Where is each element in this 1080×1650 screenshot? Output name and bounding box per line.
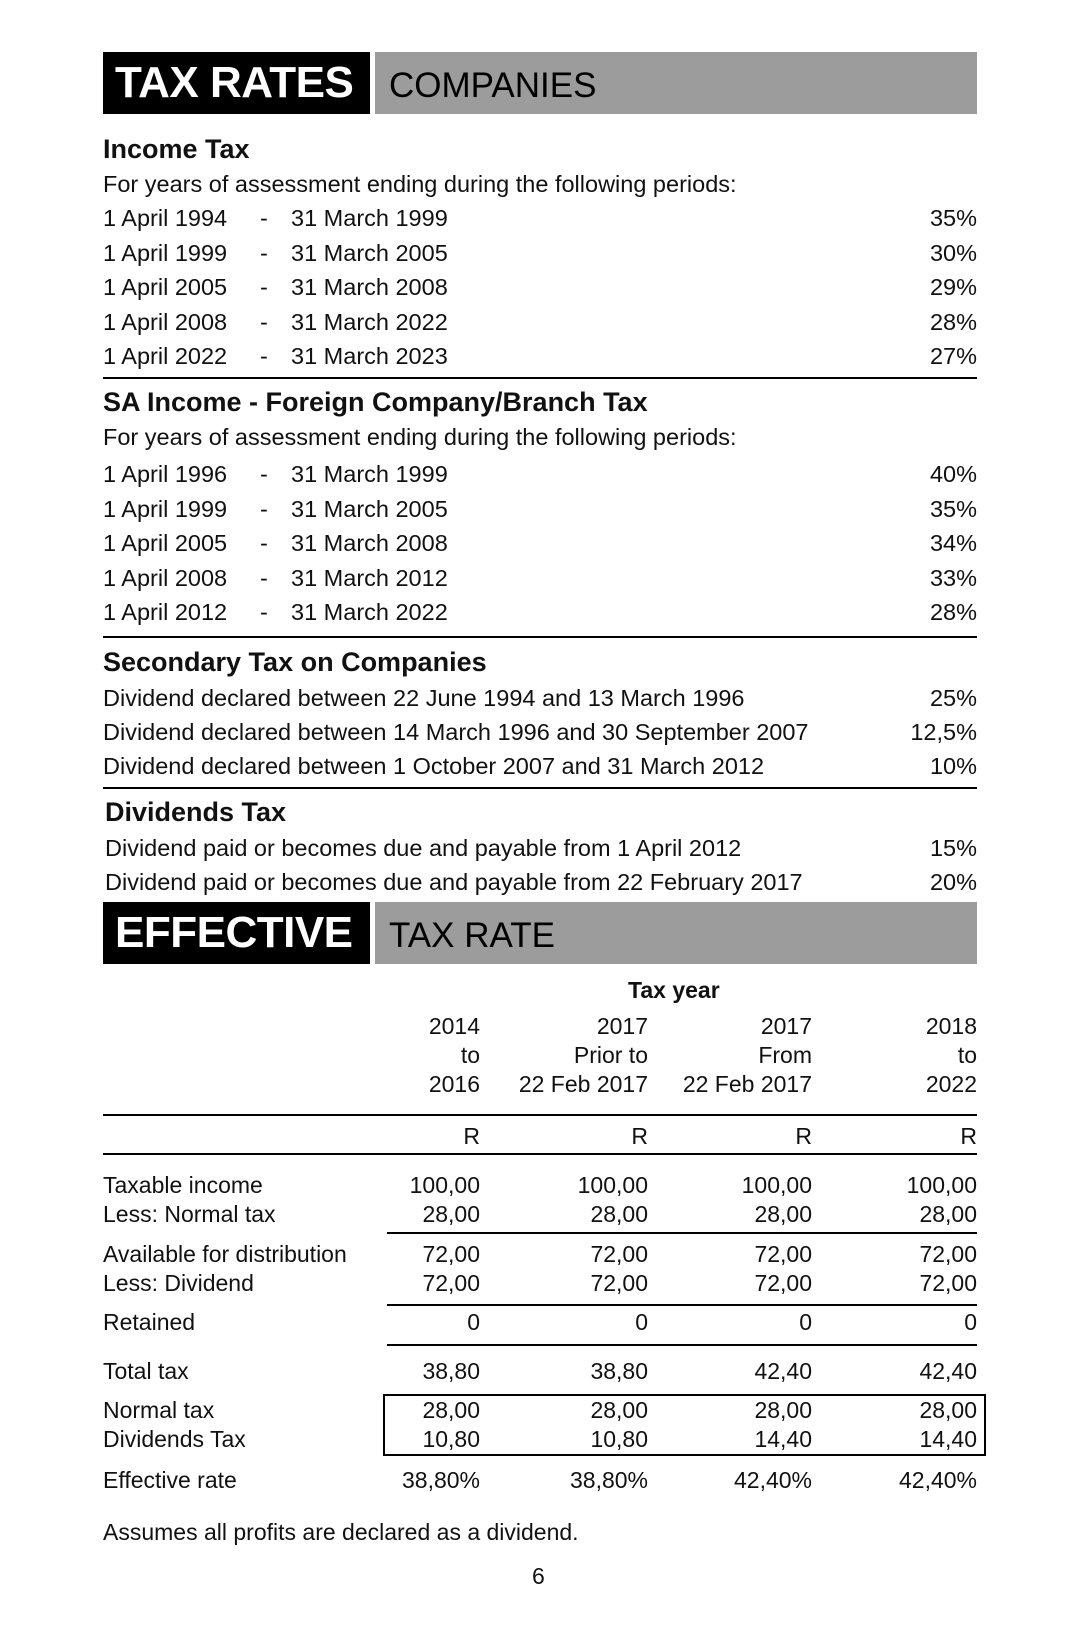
period-from: 1 April 2005: [103, 530, 228, 556]
period-separator: -: [260, 564, 268, 591]
rate-description: Dividend paid or becomes due and payable from 1 April 2012: [105, 835, 742, 861]
row-label: Total tax: [103, 1358, 189, 1384]
table-cell: 28,00: [919, 1397, 977, 1423]
period-from: 1 April 2008: [103, 564, 228, 591]
table-cell: 38,80%: [401, 1467, 480, 1493]
period-from: 1 April 1996: [103, 461, 228, 487]
table-cell: 42,40: [754, 1358, 812, 1384]
currency-label: R: [631, 1123, 648, 1149]
table-cell: 72,00: [422, 1241, 480, 1267]
table-cell: 72,00: [422, 1270, 480, 1296]
stc-heading: Secondary Tax on Companies: [103, 647, 487, 677]
column-header: 22 Feb 2017: [682, 1071, 812, 1097]
table-cell: 0: [799, 1309, 812, 1335]
period-from: 1 April 2005: [103, 274, 228, 300]
period-separator: -: [260, 461, 268, 487]
table-cell: 42,40%: [733, 1467, 812, 1493]
period-to: 31 March 2022: [291, 308, 448, 335]
table-rule: [387, 1344, 977, 1346]
tax-breakdown-box: [383, 1394, 986, 1456]
period-separator: -: [260, 239, 268, 266]
table-cell: 72,00: [919, 1241, 977, 1267]
row-label: Effective rate: [103, 1467, 237, 1493]
table-cell: 38,80: [590, 1358, 648, 1384]
period-to: 31 March 2005: [291, 239, 448, 266]
tax-rate-value: 25%: [929, 685, 977, 711]
table-rule: [387, 1232, 977, 1234]
table-cell: 72,00: [919, 1270, 977, 1296]
currency-label: R: [463, 1123, 480, 1149]
column-header: 22 Feb 2017: [518, 1071, 648, 1097]
table-cell: 100,00: [577, 1172, 648, 1198]
income-tax-heading: Income Tax: [103, 134, 250, 164]
table-cell: 42,40%: [898, 1467, 977, 1493]
table-cell: 28,00: [422, 1201, 480, 1227]
period-separator: -: [260, 343, 268, 369]
foreign-tax-subtitle: For years of assessment ending during the following periods:: [103, 424, 737, 450]
effective-tax-banner: [103, 902, 977, 964]
tax-rate-value: 33%: [929, 564, 977, 591]
column-header: 2018: [925, 1013, 977, 1039]
period-to: 31 March 2022: [291, 599, 448, 625]
banner-grey-title: TAX RATE: [375, 902, 977, 964]
tax-rate-value: 28%: [929, 308, 977, 335]
table-cell: 28,00: [754, 1201, 812, 1227]
dividends-tax-heading: Dividends Tax: [105, 797, 287, 827]
tax-rate-value: 27%: [929, 343, 977, 369]
row-label: Available for distribution: [103, 1241, 347, 1267]
table-cell: 72,00: [590, 1241, 648, 1267]
tax-rate-value: 20%: [929, 869, 977, 895]
row-label: Dividends Tax: [103, 1426, 246, 1452]
table-cell: 0: [467, 1309, 480, 1335]
row-label: Less: Dividend: [103, 1270, 254, 1296]
period-separator: -: [260, 530, 268, 556]
column-header: 2022: [925, 1071, 977, 1097]
table-cell: 38,80%: [569, 1467, 648, 1493]
table-cell: 72,00: [754, 1270, 812, 1296]
table-cell: 100,00: [409, 1172, 480, 1198]
period-separator: -: [260, 495, 268, 522]
period-to: 31 March 1999: [291, 461, 448, 487]
banner-black-title: TAX RATES: [103, 52, 370, 114]
section-divider: [103, 377, 977, 379]
tax-rate-value: 35%: [929, 495, 977, 522]
column-header: 2014: [428, 1013, 480, 1039]
rate-description: Dividend paid or becomes due and payable from 22 February 2017: [105, 869, 803, 895]
period-to: 31 March 2005: [291, 495, 448, 522]
column-header: 2017: [760, 1013, 812, 1039]
period-to: 31 March 2012: [291, 564, 448, 591]
page-number: 6: [532, 1563, 545, 1589]
section-divider: [103, 636, 977, 638]
tax-rates-banner: [103, 52, 977, 114]
currency-label: R: [795, 1123, 812, 1149]
tax-rate-value: 12,5%: [910, 719, 977, 745]
table-cell: 38,80: [422, 1358, 480, 1384]
period-separator: -: [260, 274, 268, 300]
table-cell: 72,00: [754, 1241, 812, 1267]
tax-rate-value: 28%: [929, 599, 977, 625]
table-cell: 72,00: [590, 1270, 648, 1296]
table-cell: 10,80: [422, 1426, 480, 1452]
period-from: 1 April 2022: [103, 343, 228, 369]
currency-label: R: [960, 1123, 977, 1149]
row-label: Less: Normal tax: [103, 1201, 276, 1227]
footnote: Assumes all profits are declared as a dividend.: [103, 1519, 579, 1545]
banner-black-title: EFFECTIVE: [103, 902, 370, 964]
section-divider: [103, 787, 977, 789]
period-from: 1 April 1999: [103, 239, 228, 266]
period-from: 1 April 2012: [103, 599, 228, 625]
table-cell: 28,00: [754, 1397, 812, 1423]
tax-rate-value: 29%: [929, 274, 977, 300]
period-from: 1 April 1999: [103, 495, 228, 522]
table-cell: 10,80: [590, 1426, 648, 1452]
income-tax-subtitle: For years of assessment ending during the following periods:: [103, 171, 737, 197]
tax-year-label: Tax year: [628, 977, 720, 1003]
table-cell: 100,00: [741, 1172, 812, 1198]
row-label: Taxable income: [103, 1172, 263, 1198]
table-cell: 28,00: [590, 1201, 648, 1227]
table-cell: 0: [964, 1309, 977, 1335]
period-separator: -: [260, 205, 268, 231]
period-separator: -: [260, 308, 268, 335]
period-to: 31 March 2008: [291, 530, 448, 556]
row-label: Retained: [103, 1309, 196, 1335]
period-to: 31 March 1999: [291, 205, 448, 231]
column-header: to: [460, 1042, 480, 1068]
column-header: 2016: [428, 1071, 480, 1097]
column-header: Prior to: [573, 1042, 648, 1068]
row-label: Normal tax: [103, 1397, 215, 1423]
table-cell: 28,00: [590, 1397, 648, 1423]
column-header: From: [758, 1042, 812, 1068]
rate-description: Dividend declared between 1 October 2007 and 31 March 2012: [103, 753, 765, 779]
table-cell: 28,00: [919, 1201, 977, 1227]
tax-rate-value: 35%: [929, 205, 977, 231]
table-cell: 0: [635, 1309, 648, 1335]
column-header: 2017: [596, 1013, 648, 1039]
tax-rate-value: 10%: [929, 753, 977, 779]
table-cell: 14,40: [754, 1426, 812, 1452]
foreign-tax-heading: SA Income - Foreign Company/Branch Tax: [103, 387, 648, 417]
rate-description: Dividend declared between 22 June 1994 and 13 March 1996: [103, 685, 745, 711]
table-rule: [387, 1304, 977, 1306]
period-separator: -: [260, 599, 268, 625]
table-rule: [103, 1114, 977, 1116]
banner-grey-title: COMPANIES: [375, 52, 977, 114]
table-cell: 42,40: [919, 1358, 977, 1384]
column-header: to: [957, 1042, 977, 1068]
period-to: 31 March 2008: [291, 274, 448, 300]
table-cell: 28,00: [422, 1397, 480, 1423]
rate-description: Dividend declared between 14 March 1996 and 30 September 2007: [103, 719, 809, 745]
table-cell: 100,00: [906, 1172, 977, 1198]
period-from: 1 April 1994: [103, 205, 228, 231]
tax-rate-value: 40%: [929, 461, 977, 487]
tax-rate-value: 15%: [929, 835, 977, 861]
table-cell: 14,40: [919, 1426, 977, 1452]
period-to: 31 March 2023: [291, 343, 448, 369]
tax-rate-value: 30%: [929, 239, 977, 266]
table-rule: [103, 1153, 977, 1155]
tax-rate-value: 34%: [929, 530, 977, 556]
period-from: 1 April 2008: [103, 308, 228, 335]
